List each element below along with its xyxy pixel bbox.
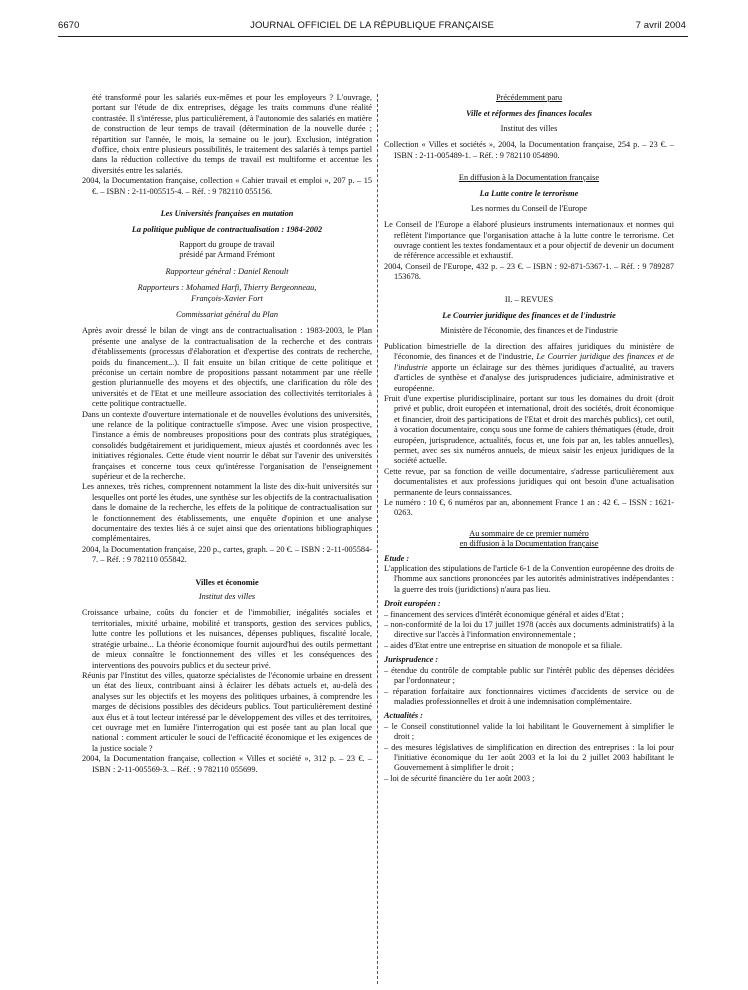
section-title-villes-economie: Villes et économie: [195, 577, 259, 587]
paragraph-croissance: Croissance urbaine, coûts du foncier et de l'immobilier, inégalités sociales et territoriales, mixité urbaine, mobilité et transports, gestion des services publics, lutte contre les pollutions et les nuisances, dépenses publiques, fiscalité locale, stratégie urbaine... La théorie économique fournit aujourd'hui des outils permettant de mieux connaître le fonctionnement des villes et les conséquences des interventions des pouvoirs publics et du secteur privé.: [82, 608, 372, 670]
page-number: 6670: [58, 20, 80, 31]
droit-item: – aides d'Etat entre une entreprise en situation de monopole et sa filiale.: [384, 640, 623, 650]
header-rule: [58, 36, 688, 37]
precedemment-paru: Précédemment paru: [495, 93, 563, 102]
commissariat-plan: Commissariat général du Plan: [175, 309, 279, 319]
section-title-universites: Les Universités françaises en mutation: [160, 209, 294, 219]
paragraph-reunis: Réunis par l'Institut des villes, quatorze spécialistes de l'économie urbaine en dressent un état des lieux, contribuant ainsi à éclairer les débats actuels et, au-delà des analyses sur les objectifs et les moyens des politiques urbaines, à comprendre les marges de décisions possibles des décideurs publics. Tout particulièrement destiné aux élus et à tout lecteur intéressé par le développement des villes et des territoires, cet ouvrage met en lumière l'interrogation qui est posée tant au plan local que national : comment articuler le souci de l'efficacité économique et les exigences de la justice sociale ?: [82, 670, 372, 753]
reference-ville-reformes: Collection « Villes et sociétés », 2004, la Documentation française, 254 p. – 23 €. – ISBN : 2-11-005489-1. – Réf. : 9 782110 054890.: [384, 140, 674, 160]
paragraph-apres: Après avoir dressé le bilan de vingt ans de contractualisation : 1983-2003, le Plan présente une analyse de la contractualisation de la recherche et des contrats d'établissements (processus d'élaboration et d'expertise des contrats de recherche, poids du financement...). Il fait ensuite un bilan critique de cette politique et préconise un certain nombre de propositions passant notamment par une réelle gestion pluriannuelle des moyens et des objectifs, une clarification du rôle des universités et de l'Etat et une meilleure association des collectivités territoriales à cette politique contractuelle.: [82, 326, 372, 409]
intro-paragraph: été transformé pour les salariés eux-mêmes et pour les employeurs ? L'ouvrage, portant sur l'étude de dix entreprises, dégage les traits communs d'une réalité contrastée. Il s'intéresse, plus particulièrement, à l'autonomie des salariés en matière de construction de leur temps de travail (détermination de la nouvelle durée ; répartition sur l'année, le mois, la semaine ou le jour). Exclusion, intégration d'office, choix entre plusieurs possibilités, le traitement des salariés à temps partiel dans la réduction collective du temps de travail est multiforme et accentue les diversités entre les salariés.: [92, 93, 372, 175]
paragraph-dans: Dans un contexte d'ouverture internationale et de nouvelles évolutions des universités, une relance de la politique contractuelle s'impose. Avec une vision prospective, l'instance a émis de nombreuses propositions pour des contrats plus stratégiques, consolidés budgétairement et juridiquement, mieux ajustés et coordonnés avec les initiatives régionales. Cette étude vient nourrir le débat sur l'avenir des universités françaises et concerne tous ceux qu'intéresse l'organisation de l'enseignement supérieur et de la recherche.: [82, 409, 372, 481]
droit-europeen-heading: Droit européen :: [384, 599, 441, 609]
revues-heading: II. – REVUES: [504, 294, 554, 304]
actualites-heading: Actualités :: [384, 711, 423, 721]
rapporteurs-line-2: François-Xavier Fort: [191, 293, 263, 303]
reference-revue-prix: Le numéro : 10 €, 6 numéros par an, abonnement France 1 an : 42 €. – ISSN : 1621-0263.: [384, 498, 674, 518]
courrier-title-italic: Le Courrier juridique des finances et de l'industrie: [394, 352, 674, 372]
journal-title: JOURNAL OFFICIEL DE LA RÉPUBLIQUE FRANÇAISE: [250, 20, 494, 31]
sommaire-line-2: en diffusion à la Documentation française: [459, 539, 599, 549]
reference-villes-economie: 2004, la Documentation française, collection « Villes et société », 312 p. – 23 €. – ISBN : 2-11-005569-3. – Réf. : 9 782110 055699.: [82, 754, 372, 774]
paragraph-publication: Publication bimestrielle de la direction des affaires juridiques du ministère de l'économie, des finances et de l'industrie, Le Courrier juridique des finances et de l'industrie apporte un éclairage sur des thèmes juridiques d'actualité, au travers d'articles de synthèse et d'analyse des jurisprudences judiciaire, administrative et européenne.: [384, 341, 674, 393]
actualites-item: – loi de sécurité financière du 1er août 2003 ;: [384, 773, 535, 783]
sommaire-line-1: Au sommaire de ce premier numéro: [469, 528, 589, 538]
paragraph-cette-revue: Cette revue, par sa fonction de veille documentaire, s'adresse particulièrement aux documentalistes et aux professions juridiques qui ont besoin d'une actualisation permanente de leurs connaissances.: [384, 466, 674, 497]
droit-item: – non-conformité de la loi du 17 juillet 1978 (accès aux documents administratifs) à la directive sur l'accès à l'information environnementale ;: [384, 620, 674, 640]
jurisprudence-heading: Jurisprudence :: [384, 655, 439, 665]
left-column: [82, 93, 372, 775]
jurisprudence-item: – réparation forfaitaire aux fonctionnaires victimes d'accidents de service ou de maladies professionnelles et droit à une indemnisation complémentaire.: [384, 686, 674, 706]
jurisprudence-item: – étendue du contrôle de comptable public sur l'intérêt public des dépenses décidées par l'ordonnateur ;: [384, 665, 674, 686]
rapport-line-2: présidé par Armand Frémont: [179, 250, 275, 260]
en-diffusion-heading: En diffusion à la Documentation française: [458, 173, 600, 183]
rapporteurs-line-1: Rapporteurs : Mohamed Harfi, Thierry Bergeonneau,: [137, 283, 317, 293]
issue-date: 7 avril 2004: [635, 20, 686, 31]
right-column: [384, 93, 674, 784]
paragraph-fruit: Fruit d'une expertise pluridisciplinaire, portant sur tous les domaines du droit (droit privé et public, droit européen et international, droit des sociétés, droit économique et financier, droit des participations de l'Etat et droit des marchés publics), cet outil, à vocation documentaire, conçu sous une forme de cahiers thématiques (étude, droit européen, jurisprudence, actualités, focus et, une fois par an, les tables annuelles), permet, avec ses six numéros annuels, de mieux saisir les enjeux juridiques de la société actuelle.: [384, 393, 674, 466]
paragraph-annexes: Les annexes, très riches, comprennent notamment la liste des dix-huit universités sur lesquelles ont porté les études, une synthèse sur les objectifs de la contractualisation dans le domaine de la recherche, les effets de la politique de contractualisation sur le fonctionnement des établissements, une enquête d'opinion et une analyse documentaire des textes liés à ce sujet ainsi que des orientations bibliographiques complémentaires.: [82, 482, 372, 544]
etude-heading: Etude :: [384, 553, 410, 563]
droit-item: – financement des services d'intérêt économique général et aides d'Etat ;: [384, 609, 624, 619]
rapporteur-general: Rapporteur général : Daniel Renoult: [165, 266, 289, 276]
institut-des-villes: Institut des villes: [198, 592, 256, 602]
actualites-item: – des mesures législatives de simplification en direction des entreprises : la loi pour l'initiative économique du 1er août 2003 et la loi du 2 juillet 2003 habilitant le Gouvernement à simplifier le droit ;: [384, 742, 674, 773]
actualites-item: – le Conseil constitutionnel valide la loi habilitant le Gouvernement à simplifier le droit ;: [384, 721, 674, 742]
section-title-courrier-juridique: Le Courrier juridique des finances et de l'industrie: [442, 311, 616, 321]
reference-universites: 2004, la Documentation française, 220 p., cartes, graph. – 20 €. – ISBN : 2-11-005584-7. – Réf. : 9 782110 055842.: [82, 544, 372, 565]
section-title-contractualisation: La politique publique de contractualisation : 1984-2002: [131, 225, 323, 235]
paragraph-conseil-europe: Le Conseil de l'Europe a élaboré plusieurs instruments internationaux et normes qui reflètent l'importance que l'organisation attache à la lutte contre le terrorisme. Cet ouvrage contient les textes fondamentaux et a pour objectif de devenir un document de référence accessible et exhaustif.: [384, 220, 674, 261]
rapport-line-1: Rapport du groupe de travail: [179, 239, 275, 249]
section-title-terrorisme: La Lutte contre le terrorisme: [479, 189, 579, 199]
reference-cahier-travail: 2004, la Documentation française, collection « Cahier travail et emploi », 207 p. – 15 €. – ISBN : 2-11-005515-4. – Réf. : 9 782110 055156.: [82, 176, 372, 196]
page-header: [58, 20, 686, 34]
column-separator: [377, 94, 378, 984]
institut-des-villes-right: Institut des villes: [500, 123, 558, 133]
etude-text: L'application des stipulations de l'article 6-1 de la Convention européenne des droits de l'homme aux sanctions prononcées par les autorités administratives indépendantes : la guerre des trois (juridictions) n'aura pas lieu.: [384, 564, 674, 594]
section-title-ville-reformes: Ville et réformes des finances locales: [465, 109, 593, 119]
normes-conseil-europe: Les normes du Conseil de l'Europe: [470, 203, 587, 213]
ministere-economie: Ministère de l'économie, des finances et de l'industrie: [440, 325, 618, 335]
reference-terrorisme: 2004, Conseil de l'Europe, 432 p. – 23 €. – ISBN : 92-871-5367-1. – Réf. : 9 789287 153678.: [384, 261, 674, 282]
